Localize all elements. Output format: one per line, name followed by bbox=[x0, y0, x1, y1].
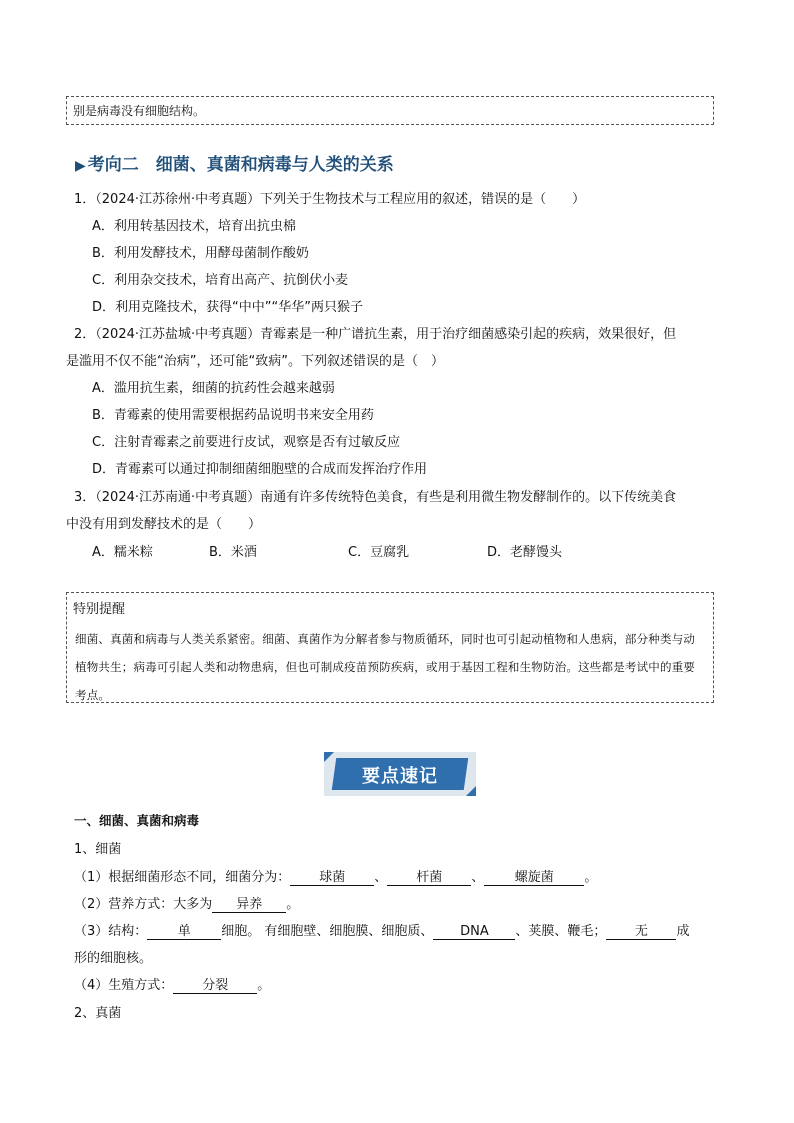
question-2-option-a: A．滥用抗生素，细菌的抗药性会越来越弱 bbox=[92, 381, 335, 396]
special-reminder-box bbox=[66, 592, 714, 703]
answer-blank: 异养 bbox=[212, 893, 286, 913]
notes-line-3-text: 、荚膜、鞭毛； bbox=[515, 924, 607, 939]
separator: 、 bbox=[374, 870, 388, 885]
answer-blank: 分裂 bbox=[173, 974, 257, 994]
section-title-text: 考向二 细菌、真菌和病毒与人类的关系 bbox=[87, 155, 394, 175]
period: 。 bbox=[584, 870, 598, 885]
special-reminder-body: 细菌、真菌和病毒与人类关系紧密。细菌、真菌作为分解者参与物质循环，同时也可引起动植物和人患病，部分种类与动植物共生；病毒可引起人类和动物患病，但也可制成疫苗预防疾病，或用于基因工程和生物防治。这些都是考试中的重要考点。 bbox=[75, 632, 696, 702]
banner-corner-decoration bbox=[324, 752, 334, 762]
special-reminder-heading: 特别提醒 bbox=[73, 602, 126, 617]
answer-blank: 螺旋菌 bbox=[484, 866, 584, 886]
separator: 、 bbox=[471, 870, 485, 885]
note-box-text: 别是病毒没有细胞结构。 bbox=[73, 104, 206, 118]
question-3-option-c: C．豆腐乳 bbox=[348, 545, 410, 560]
notes-line-3 bbox=[74, 920, 689, 940]
question-1-option-a: A．利用转基因技术，培育出抗虫棉 bbox=[92, 219, 296, 234]
question-1-option-b: B．利用发酵技术，用酵母菌制作酸奶 bbox=[92, 246, 309, 261]
question-3-stem-line2: 中没有用到发酵技术的是（ ） bbox=[66, 517, 262, 532]
notes-heading-fungi: 2、真菌 bbox=[74, 1006, 122, 1021]
banner-label: 要点速记 bbox=[362, 766, 438, 787]
notes-heading-1: 一、细菌、真菌和病毒 bbox=[74, 813, 200, 828]
notes-line-3-text: 细胞。 有细胞壁、细胞膜、细胞质、 bbox=[221, 924, 434, 939]
notes-heading-bacteria: 1、细菌 bbox=[74, 842, 122, 857]
notes-line-3-end: 成 bbox=[676, 924, 690, 939]
notes-line-4 bbox=[74, 974, 270, 994]
notes-line-4-prefix: （4）生殖方式： bbox=[74, 978, 174, 993]
question-2-stem-line1: 2．（2024·江苏盐城·中考真题）青霉素是一种广谱抗生素，用于治疗细菌感染引起的疾病，效果很好，但 bbox=[74, 327, 677, 342]
notes-line-1-prefix: （1）根据细菌形态不同，细菌分为： bbox=[74, 870, 291, 885]
answer-blank: DNA bbox=[433, 924, 515, 940]
question-2-option-b: B．青霉素的使用需要根据药品说明书来安全用药 bbox=[92, 408, 374, 423]
answer-blank: 杆菌 bbox=[387, 866, 471, 886]
answer-blank: 单 bbox=[147, 920, 221, 940]
notes-line-3-prefix: （3）结构： bbox=[74, 924, 148, 939]
notes-line-2 bbox=[74, 893, 299, 913]
key-points-banner bbox=[324, 752, 476, 796]
notes-line-1 bbox=[74, 866, 597, 886]
period: 。 bbox=[286, 897, 300, 912]
question-3-stem-line1: 3．（2024·江苏南通·中考真题）南通有许多传统特色美食，有些是利用微生物发酵制作的。以下传统美食 bbox=[74, 490, 677, 505]
question-1-option-d: D．利用克隆技术，获得“中中”“华华”两只猴子 bbox=[92, 300, 363, 315]
question-3-option-d: D．老酵馒头 bbox=[487, 545, 563, 560]
triangle-right-icon: ▶ bbox=[75, 158, 86, 174]
notes-line-2-prefix: （2）营养方式：大多为 bbox=[74, 897, 213, 912]
notes-line-3-continued: 形的细胞核。 bbox=[74, 951, 153, 966]
answer-blank: 球菌 bbox=[290, 866, 374, 886]
question-2-option-d: D．青霉素可以通过抑制细菌细胞壁的合成而发挥治疗作用 bbox=[92, 462, 428, 477]
question-3-option-a: A．糯米粽 bbox=[92, 545, 153, 560]
note-box-top bbox=[66, 96, 714, 125]
question-3-option-b: B．米酒 bbox=[209, 545, 257, 560]
question-1-stem: 1．（2024·江苏徐州·中考真题）下列关于生物技术与工程应用的叙述，错误的是（ ） bbox=[74, 192, 586, 207]
section-title bbox=[75, 150, 394, 175]
question-1-option-c: C．利用杂交技术，培育出高产、抗倒伏小麦 bbox=[92, 273, 349, 288]
question-2-option-c: C．注射青霉素之前要进行皮试，观察是否有过敏反应 bbox=[92, 435, 401, 450]
period: 。 bbox=[257, 978, 271, 993]
answer-blank: 无 bbox=[606, 920, 676, 940]
question-2-stem-line2: 是滥用不仅不能“治病”，还可能“致病”。下列叙述错误的是（ ） bbox=[66, 354, 444, 369]
